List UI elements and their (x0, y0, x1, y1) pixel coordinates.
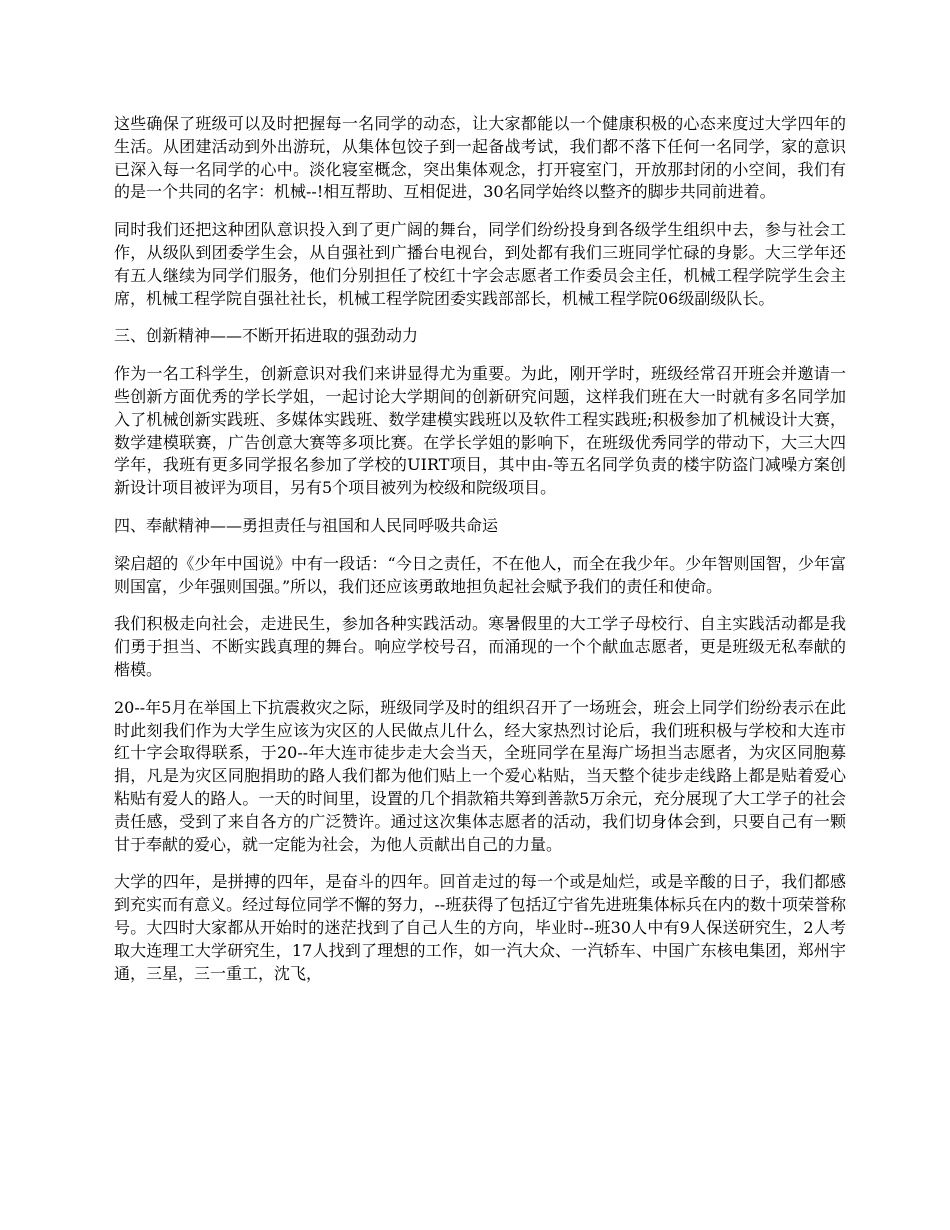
paragraph-social-practice: 我们积极走向社会，走进民生，参加各种实践活动。寒暑假里的大工学子母校行、自主实践活动都是我们勇于担当、不断实践真理的舞台。响应学校号召，而涌现的一个个献血志愿者，更是班级无私奉献的楷模。 (114, 614, 846, 679)
paragraph-young-china-quote: 梁启超的《少年中国说》中有一段话：“今日之责任，不在他人，而全在我少年。少年智则国智，少年富则国富，少年强则国强。”所以，我们还应该勇敢地担负起社会赋予我们的责任和使命。 (114, 553, 846, 596)
paragraph-team-spirit: 这些确保了班级可以及时把握每一名同学的动态，让大家都能以一个健康积极的心态来度过大学四年的生活。从团建活动到外出游玩，从集体包饺子到一起备战考试，我们都不落下任何一名同学，家的意识已深入每一名同学的心中。淡化寝室概念，突出集体观念，打开寝室门，开放那封闭的小空间，我们有的是一个共同的名字：机械--!相互帮助、互相促进，30名同学始终以整齐的脚步共同前进着。 (114, 114, 846, 202)
paragraph-student-organizations: 同时我们还把这种团队意识投入到了更广阔的舞台，同学们纷纷投身到各级学生组织中去，参与社会工作，从级队到团委学生会，从自强社到广播台电视台，到处都有我们三班同学忙碌的身影。大三学年还有五人继续为同学们服务，他们分别担任了校红十字会志愿者工作委员会主任，机械工程学院学生会主席，机械工程学院自强社社长，机械工程学院团委实践部部长，机械工程学院06级副级队长。 (114, 220, 846, 308)
section-heading-innovation: 三、创新精神——不断开拓进取的强劲动力 (114, 326, 419, 346)
paragraph-four-years-summary: 大学的四年，是拼搏的四年，是奋斗的四年。回首走过的每一个或是灿烂，或是辛酸的日子，我们都感到充实而有意义。经过每位同学不懈的努力，--班获得了包括辽宁省先进班集体标兵在内的数十项荣誉称号。大四时大家都从开始时的迷茫找到了自己人生的方向，毕业时--班30人中有9人保送研究生，2人考取大连理工大学研究生，17人找到了理想的工作，如一汽大众、一汽轿车、中国广东核电集团，郑州宇通，三星，三一重工，沈飞， (114, 872, 846, 983)
paragraph-innovation: 作为一名工科学生，创新意识对我们来讲显得尤为重要。为此，刚开学时，班级经常召开班会并邀请一些创新方面优秀的学长学姐，一起讨论大学期间的创新研究问题，这样我们班在大一时就有多名同学加入了机械创新实践班、多媒体实践班、数学建模实践班以及软件工程实践班;积极参加了机械设计大赛，数学建模联赛，广告创意大赛等多项比赛。在学长学姐的影响下，在班级优秀同学的带动下，大三大四学年，我班有更多同学报名参加了学校的UIRT项目，其中由-等五名同学负责的楼宇防盗门减噪方案创新设计项目被评为项目，另有5个项目被列为校级和院级项目。 (114, 364, 846, 498)
paragraph-earthquake-relief: 20--年5月在举国上下抗震救灾之际，班级同学及时的组织召开了一场班会，班会上同学们纷纷表示在此时此刻我们作为大学生应该为灾区的人民做点儿什么，经大家热烈讨论后，我们班积极与学校和大连市红十字会取得联系，于20--年大连市徒步走大会当天，全班同学在星海广场担当志愿者，为灾区同胞募捐，凡是为灾区同胞捐助的路人我们都为他们贴上一个爱心粘贴，当天整个徒步走线路上都是贴着爱心粘贴有爱人的路人。一天的时间里，设置的几个捐款箱共筹到善款5万余元，充分展现了大工学子的社会责任感，受到了来自各方的广泛赞许。通过这次集体志愿者的活动，我们切身体会到，只要自己有一颗甘于奉献的爱心，就一定能为社会，为他人贡献出自己的力量。 (114, 697, 846, 854)
section-heading-dedication: 四、奉献精神——勇担责任与祖国和人民同呼吸共命运 (114, 515, 499, 535)
document-page (114, 113, 846, 1000)
